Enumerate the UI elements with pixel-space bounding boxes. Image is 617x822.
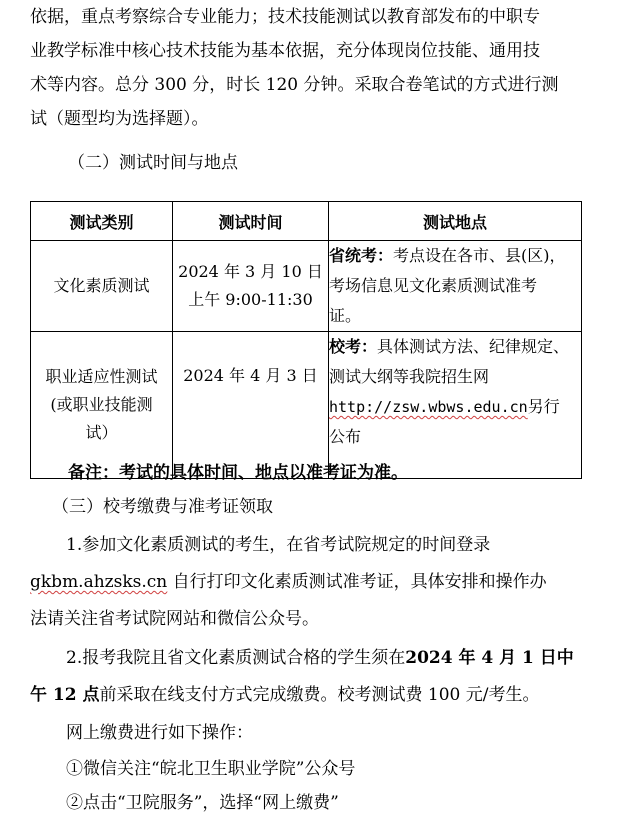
row2-location-text-2: 测试大纲等我院招生网 [329,367,490,386]
test-schedule-table [30,201,582,479]
item2-rest: 前采取在线支付方式完成缴费。校考测试费 100 元/考生。 [99,685,540,705]
item2-line-2 [30,678,610,712]
intro-line-2: 业教学标准中核心技术技能为基本依据，充分体现岗位技能、通用技 [30,41,540,61]
row2-location-after-url: 另行 [527,397,560,416]
item2-line-1 [66,641,617,675]
header-location: 测试地点 [329,202,582,241]
row2-category-line-1: 职业适应性测试 [45,367,158,386]
row1-location [329,241,582,332]
row2-time: 2024 年 4 月 3 日 [173,332,329,479]
admissions-site-link[interactable]: http://zsw.wbws.edu.cn [329,398,528,416]
table-row [31,241,582,332]
row1-category: 文化素质测试 [31,241,173,332]
row1-time-hours: 上午 9:00-11:30 [188,290,313,309]
header-time: 测试时间 [173,202,329,241]
section3-heading: （三）校考缴费与准考证领取 [52,497,273,517]
row2-location-label: 校考： [329,337,378,356]
row2-location-text-1: 具体测试方法、纪律规定、 [377,337,570,356]
table-note: 备注：考试的具体时间、地点以准考证为准。 [68,463,408,483]
row2-category-line-3: 试） [85,423,118,442]
table-header-row [31,202,582,241]
exam-portal-link[interactable]: gkbm.ahzsks.cn [30,572,168,592]
online-payment-intro: 网上缴费进行如下操作： [66,723,253,743]
item1-line-2-rest: 自行打印文化素质测试准考证，具体安排和操作办 [167,572,547,592]
row1-time-date: 2024 年 3 月 10 日 [178,262,323,281]
intro-line-4: 试（题型均为选择题）。 [30,109,209,129]
item2-deadline-time: 午 12 点 [30,685,100,705]
row2-category-line-2: (或职业技能测 [50,395,153,414]
row1-location-text-2: 考场信息见文化素质测试准考 [329,276,538,295]
item2-prefix: 2.报考我院且省文化素质测试合格的学生须在 [66,648,406,668]
row1-location-label: 省统考： [329,246,394,265]
section2-heading: （二）测试时间与地点 [68,153,238,173]
row1-time [173,241,329,332]
payment-step-1: ①微信关注“皖北卫生职业学院”公众号 [66,759,356,779]
item1-line-2 [30,565,610,599]
header-category: 测试类别 [31,202,173,241]
intro-line-3: 术等内容。总分 300 分，时长 120 分钟。采取合卷笔试的方式进行测 [30,75,559,95]
row1-location-text-3: 证。 [329,306,362,325]
item1-line-3: 法请关注省考试院网站和微信公众号。 [30,609,319,629]
row2-location-text-4: 公布 [329,427,362,446]
row1-location-text-1: 考点设在各市、县(区)， [393,246,566,265]
item1-line-1: 1.参加文化素质测试的考生，在省考试院规定的时间登录 [66,535,491,555]
payment-step-2: ②点击“卫院服务”，选择“网上缴费” [66,793,339,813]
intro-line-1: 依据，重点考察综合专业能力；技术技能测试以教育部发布的中职专 [30,7,540,27]
item2-deadline-date: 2024 年 4 月 1 日中 [405,648,574,668]
